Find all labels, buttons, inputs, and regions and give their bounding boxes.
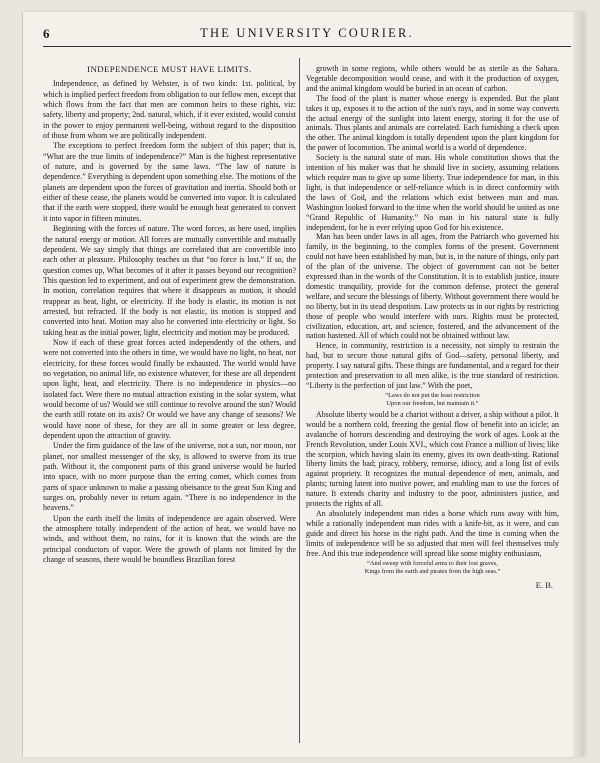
paragraph: Under the firm guidance of the law of the universe, not a sun, nor moon, nor planet, nor smallest messenger of the sky, is allowed to swerve from its true path. Without it, the component parts of this grand universe would be hurled into space, with no more purpose than the erring comet, which comes from parts of space unknown to make a passing obeisance to the great Sun King and surges on, probably never to return again. “There is no independence in the heavens.”	[43, 441, 296, 513]
left-column	[43, 64, 296, 566]
quoted-verse	[306, 560, 559, 576]
paragraph: Now if each of these great forces acted independently of the others, and were not converted into the others in time, we would have no light, no heat, nor electricity, for these forces would finally be exhausted. The world would have no vegetation, no animal life, no existence whatever, for these are all dependent upon light, heat, and electricity. There is no independence in physics—no isolated fact. Were there no mutual attraction existing in the solar system, what would become of us? Would we still continue to revolve around the sun? Would the earth still rotate on its axis? Or would we have any change of seasons? We would have none of these, for they are all in some greater or less degree, dependent upon the attraction of gravity.	[43, 337, 296, 441]
verse-line: “Laws do not put the least restriction	[385, 391, 480, 399]
paragraph: An absolutely independent man rides a horse which runs away with him, while a rationally independent man rides with a knife-bit, as it were, and can guide and direct his horse in the right path. And the time is coming when the limits of independence will be so adjusted that men will feel themselves truly free. And this true independence will spread like some mighty enthusiasm,	[306, 508, 559, 558]
paragraph: Hence, in community, restriction is a necessity, not simply to restrain the bad, but to secure those natural gifts of God—safety, personal liberty, and property. I say natural gifts. These things are fundamental, and a regard for their protection and preservation to all men alike, is the true standard of restriction. “Liberty is the perfection of just law.” With the poet,	[306, 341, 559, 390]
page-header	[43, 26, 571, 47]
paragraph: Man has been under laws in all ages, from the Patriarch who governed his family, in the beginning, to the complex forms of the present. Government could not have been established by man, but is, in the nature of things, only part of the plan of the universe. The object of government can not be better expressed than in the words of the Constitution. It is to establish justice, insure domestic tranquility, provide for the common defense, protect the general welfare, and secure the blessings of liberty. Without government there would be no liberty, but in its stead despotism. Law protects us in our rights by restricting those of people who would interfere with ours. Rights must be protected, civilization, education, art, and science, fostered, and the advancement of the nation hastened. All of which could not be obtained without law.	[306, 232, 559, 341]
paragraph: Absolute liberty would be a chariot without a driver, a ship without a pilot. It would be a northern cold, freezing the genial flow of benefit into an icicle; an avalanche of horrors descending and destroying the work of ages. Look at the French Revolution, under Louis XVI., which cost France a million of lives; like the scorpion, which having slain its enemy, gives its own death-sting. Rational liberty limits the bad; piracy, robbery, remorse, idiocy, and a long list of evils against propriety. It recognizes the mutual dependence of men, animals, and plants; turning latent into motive power, and enabling man to use the forces of nature. It extends charity and industry to the poor, administers justice, and protects the rights of all.	[306, 409, 559, 509]
page-number: 6	[43, 26, 50, 41]
page-edge	[573, 12, 583, 757]
running-title: THE UNIVERSITY COURIER.	[200, 26, 414, 40]
paragraph: Society is the natural state of man. His whole constitution shows that the intention of his maker was that he should live in society, assuming relations which require man to give up some liberty. True independence for man, in this light, is that independence or self-reliance which is in direct conformity with the laws of God, and the relations which exist between man and man. Washington looked forward to the time when the world should be united as one “Grand Republic of Humanity.” No man in his natural state is fully independent, for he is ever relying upon God for his existence.	[306, 153, 559, 232]
verse-line: “And sweep with forceful arms to their lost graves,	[367, 559, 498, 567]
newspaper-page	[22, 12, 583, 757]
verse-line: Kings from the earth and pirates from the high seas.”	[364, 567, 501, 575]
paragraph: The food of the plant is matter whose energy is expended. But the plant takes it up, exposes it to the action of the sun's rays, and in some way converts the actual energy of the sunlight into latent energy, storing it for the use of animals. Thus plants and animals are correlated. Each furnishing a check upon the other. The animal kingdom is totally dependent upon the plant kingdom for the power of locomotion. The animal world is a world of dependence.	[306, 93, 559, 153]
paragraph: The exceptions to perfect freedom form the subject of this paper; that is, “What are the true limits of independence?” Man is the highest representative of nature, and is governed by the same laws. “The law of nature is dependence.” Everything is dependent upon something else. The motions of the planets are dependent upon the forces of gravitation and inertia. Should both or either of these cease, the planets would be converted into vapor. It is calculated that if the earth were stopped, there would be enough heat generated to convert it into vapor in fifteen minutes.	[43, 141, 296, 223]
column-divider	[299, 58, 300, 743]
right-column	[306, 64, 559, 590]
paragraph: Beginning with the forces of nature. The word forces, as here used, implies the natural energy or motion. All forces are mutually convertible and mutually dependent. We say simply that things are correlated that are convertible into each other at pleasure. Philosophy teaches us that “no force is lost.” If so, the question comes up, What becomes of it after it passes beyond our recognition? This question led to experiment, and out of experiment grew the demonstration. In motion, correlation requires that where it disappears as motion, it should reappear as heat, light, or electricity. If the body is elastic, its motion is not arrested, but refracted. If the body is not elastic, its motion is stopped and converted into heat. Motion may also be converted into electricity or light. So taking heat as the initial power, light, electricity and motion may be produced.	[43, 224, 296, 337]
paragraph: growth in some regions, while others would be as sterile as the Sahara. Vegetable decomposition would cease, and with it the production of oxygen, and the animal kingdom would be buried in an ocean of carbon.	[306, 64, 559, 93]
article-title: INDEPENDENCE MUST HAVE LIMITS.	[87, 64, 252, 74]
author-signature: E. B.	[535, 579, 553, 590]
paragraph: Independence, as defined by Webster, is of two kinds: 1st. political, by which is implied perfect freedom from obligation to our fellow men, except that which flows from the fact that men are common heirs to these rights, viz: safety, liberty and property; 2nd. natural, which, if it ever existed, would consist in the power to enjoy permanent well-being, without regard to the disposition of those from whom we are politically independent.	[43, 79, 296, 141]
paragraph: Upon the earth itself the limits of independence are again observed. Were the atmosphere totally independent of the action of heat, we would have no winds, and without them, no rains, for it is known that the winds are the principal conductors of vapor. Were the growth of plants not limited by the change of seasons, there would be boundless Brazilian forest	[43, 513, 296, 565]
quoted-verse	[306, 392, 559, 408]
verse-line: Upon our freedom, but maintain it.”	[386, 399, 479, 407]
